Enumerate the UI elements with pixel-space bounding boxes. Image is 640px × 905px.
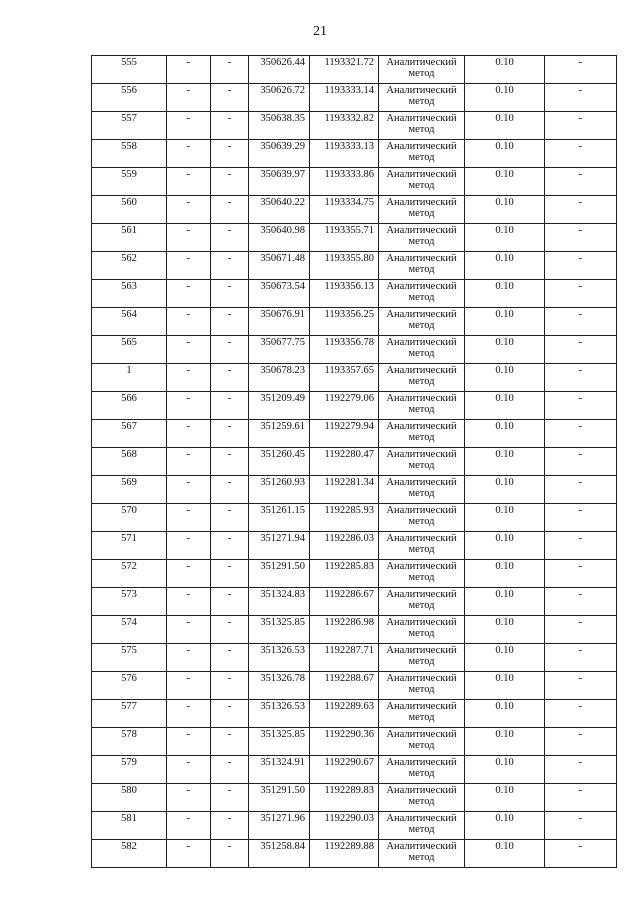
point-number-cell: 582 <box>92 840 167 868</box>
accuracy-cell: 0.10 <box>465 700 545 728</box>
method-cell: Аналитический метод <box>379 784 465 812</box>
table-row <box>92 588 617 616</box>
y-coordinate-cell: 1192290.36 <box>310 728 379 756</box>
accuracy-cell: 0.10 <box>465 476 545 504</box>
y-coordinate-cell: 1192289.63 <box>310 700 379 728</box>
dash-cell: - <box>167 588 211 616</box>
description-cell: - <box>545 140 617 168</box>
point-number-cell: 576 <box>92 672 167 700</box>
dash-cell: - <box>211 700 249 728</box>
method-cell: Аналитический метод <box>379 560 465 588</box>
dash-cell: - <box>167 476 211 504</box>
description-cell: - <box>545 728 617 756</box>
table-row <box>92 420 617 448</box>
dash-cell: - <box>211 364 249 392</box>
table-row <box>92 336 617 364</box>
x-coordinate-cell: 350671.48 <box>249 252 310 280</box>
dash-cell: - <box>167 280 211 308</box>
dash-cell: - <box>211 84 249 112</box>
x-coordinate-cell: 351326.78 <box>249 672 310 700</box>
dash-cell: - <box>167 364 211 392</box>
point-number-cell: 562 <box>92 252 167 280</box>
point-number-cell: 564 <box>92 308 167 336</box>
accuracy-cell: 0.10 <box>465 448 545 476</box>
accuracy-cell: 0.10 <box>465 336 545 364</box>
dash-cell: - <box>211 616 249 644</box>
table-row <box>92 168 617 196</box>
accuracy-cell: 0.10 <box>465 532 545 560</box>
dash-cell: - <box>167 560 211 588</box>
description-cell: - <box>545 252 617 280</box>
point-number-cell: 571 <box>92 532 167 560</box>
x-coordinate-cell: 350676.91 <box>249 308 310 336</box>
x-coordinate-cell: 351326.53 <box>249 700 310 728</box>
description-cell: - <box>545 168 617 196</box>
table-row <box>92 476 617 504</box>
point-number-cell: 580 <box>92 784 167 812</box>
y-coordinate-cell: 1192287.71 <box>310 644 379 672</box>
description-cell: - <box>545 504 617 532</box>
dash-cell: - <box>167 392 211 420</box>
description-cell: - <box>545 840 617 868</box>
y-coordinate-cell: 1193356.13 <box>310 280 379 308</box>
description-cell: - <box>545 616 617 644</box>
description-cell: - <box>545 224 617 252</box>
y-coordinate-cell: 1192286.98 <box>310 616 379 644</box>
dash-cell: - <box>211 504 249 532</box>
y-coordinate-cell: 1192279.06 <box>310 392 379 420</box>
dash-cell: - <box>167 784 211 812</box>
description-cell: - <box>545 672 617 700</box>
description-cell: - <box>545 112 617 140</box>
method-cell: Аналитический метод <box>379 196 465 224</box>
description-cell: - <box>545 196 617 224</box>
dash-cell: - <box>211 112 249 140</box>
y-coordinate-cell: 1192289.88 <box>310 840 379 868</box>
x-coordinate-cell: 351324.91 <box>249 756 310 784</box>
point-number-cell: 560 <box>92 196 167 224</box>
point-number-cell: 563 <box>92 280 167 308</box>
dash-cell: - <box>167 672 211 700</box>
y-coordinate-cell: 1192290.67 <box>310 756 379 784</box>
dash-cell: - <box>167 196 211 224</box>
method-cell: Аналитический метод <box>379 280 465 308</box>
dash-cell: - <box>167 56 211 84</box>
accuracy-cell: 0.10 <box>465 616 545 644</box>
dash-cell: - <box>167 336 211 364</box>
dash-cell: - <box>211 280 249 308</box>
dash-cell: - <box>211 812 249 840</box>
method-cell: Аналитический метод <box>379 252 465 280</box>
dash-cell: - <box>211 532 249 560</box>
method-cell: Аналитический метод <box>379 168 465 196</box>
x-coordinate-cell: 351324.83 <box>249 588 310 616</box>
x-coordinate-cell: 351258.84 <box>249 840 310 868</box>
x-coordinate-cell: 350677.75 <box>249 336 310 364</box>
y-coordinate-cell: 1192281.34 <box>310 476 379 504</box>
table-row <box>92 252 617 280</box>
dash-cell: - <box>167 700 211 728</box>
dash-cell: - <box>211 308 249 336</box>
method-cell: Аналитический метод <box>379 672 465 700</box>
method-cell: Аналитический метод <box>379 392 465 420</box>
y-coordinate-cell: 1193357.65 <box>310 364 379 392</box>
description-cell: - <box>545 392 617 420</box>
point-number-cell: 557 <box>92 112 167 140</box>
dash-cell: - <box>167 224 211 252</box>
dash-cell: - <box>167 84 211 112</box>
table-row <box>92 196 617 224</box>
page-number: 21 <box>313 24 327 39</box>
accuracy-cell: 0.10 <box>465 308 545 336</box>
table-row <box>92 560 617 588</box>
y-coordinate-cell: 1193333.86 <box>310 168 379 196</box>
y-coordinate-cell: 1193356.25 <box>310 308 379 336</box>
dash-cell: - <box>167 840 211 868</box>
dash-cell: - <box>167 168 211 196</box>
description-cell: - <box>545 364 617 392</box>
point-number-cell: 572 <box>92 560 167 588</box>
method-cell: Аналитический метод <box>379 84 465 112</box>
y-coordinate-cell: 1192280.47 <box>310 448 379 476</box>
dash-cell: - <box>167 448 211 476</box>
point-number-cell: 569 <box>92 476 167 504</box>
method-cell: Аналитический метод <box>379 532 465 560</box>
x-coordinate-cell: 351271.96 <box>249 812 310 840</box>
point-number-cell: 581 <box>92 812 167 840</box>
coordinates-table <box>91 55 617 868</box>
method-cell: Аналитический метод <box>379 476 465 504</box>
table-row <box>92 504 617 532</box>
x-coordinate-cell: 351326.53 <box>249 644 310 672</box>
table-row <box>92 392 617 420</box>
description-cell: - <box>545 448 617 476</box>
y-coordinate-cell: 1193355.71 <box>310 224 379 252</box>
point-number-cell: 559 <box>92 168 167 196</box>
y-coordinate-cell: 1192286.03 <box>310 532 379 560</box>
method-cell: Аналитический метод <box>379 504 465 532</box>
y-coordinate-cell: 1193333.14 <box>310 84 379 112</box>
method-cell: Аналитический метод <box>379 112 465 140</box>
dash-cell: - <box>211 336 249 364</box>
accuracy-cell: 0.10 <box>465 112 545 140</box>
method-cell: Аналитический метод <box>379 588 465 616</box>
method-cell: Аналитический метод <box>379 140 465 168</box>
point-number-cell: 558 <box>92 140 167 168</box>
dash-cell: - <box>211 784 249 812</box>
method-cell: Аналитический метод <box>379 364 465 392</box>
method-cell: Аналитический метод <box>379 56 465 84</box>
accuracy-cell: 0.10 <box>465 560 545 588</box>
accuracy-cell: 0.10 <box>465 784 545 812</box>
point-number-cell: 568 <box>92 448 167 476</box>
x-coordinate-cell: 351261.15 <box>249 504 310 532</box>
method-cell: Аналитический метод <box>379 812 465 840</box>
method-cell: Аналитический метод <box>379 224 465 252</box>
dash-cell: - <box>211 392 249 420</box>
accuracy-cell: 0.10 <box>465 644 545 672</box>
dash-cell: - <box>167 112 211 140</box>
dash-cell: - <box>167 252 211 280</box>
method-cell: Аналитический метод <box>379 448 465 476</box>
x-coordinate-cell: 350638.35 <box>249 112 310 140</box>
accuracy-cell: 0.10 <box>465 224 545 252</box>
table-row <box>92 280 617 308</box>
description-cell: - <box>545 756 617 784</box>
x-coordinate-cell: 351271.94 <box>249 532 310 560</box>
table-row <box>92 616 617 644</box>
method-cell: Аналитический метод <box>379 728 465 756</box>
table-row <box>92 812 617 840</box>
point-number-cell: 1 <box>92 364 167 392</box>
x-coordinate-cell: 351260.45 <box>249 448 310 476</box>
accuracy-cell: 0.10 <box>465 420 545 448</box>
accuracy-cell: 0.10 <box>465 392 545 420</box>
accuracy-cell: 0.10 <box>465 364 545 392</box>
description-cell: - <box>545 532 617 560</box>
accuracy-cell: 0.10 <box>465 280 545 308</box>
dash-cell: - <box>167 644 211 672</box>
table-row <box>92 364 617 392</box>
dash-cell: - <box>211 672 249 700</box>
x-coordinate-cell: 350640.22 <box>249 196 310 224</box>
dash-cell: - <box>167 728 211 756</box>
dash-cell: - <box>167 812 211 840</box>
x-coordinate-cell: 350639.29 <box>249 140 310 168</box>
dash-cell: - <box>211 644 249 672</box>
description-cell: - <box>545 588 617 616</box>
dash-cell: - <box>211 756 249 784</box>
y-coordinate-cell: 1193356.78 <box>310 336 379 364</box>
method-cell: Аналитический метод <box>379 420 465 448</box>
method-cell: Аналитический метод <box>379 644 465 672</box>
table-row <box>92 728 617 756</box>
y-coordinate-cell: 1192285.93 <box>310 504 379 532</box>
x-coordinate-cell: 351291.50 <box>249 560 310 588</box>
dash-cell: - <box>211 56 249 84</box>
dash-cell: - <box>211 140 249 168</box>
y-coordinate-cell: 1193332.82 <box>310 112 379 140</box>
dash-cell: - <box>167 308 211 336</box>
accuracy-cell: 0.10 <box>465 168 545 196</box>
table-row <box>92 756 617 784</box>
method-cell: Аналитический метод <box>379 308 465 336</box>
point-number-cell: 556 <box>92 84 167 112</box>
description-cell: - <box>545 700 617 728</box>
point-number-cell: 561 <box>92 224 167 252</box>
method-cell: Аналитический метод <box>379 616 465 644</box>
x-coordinate-cell: 351325.85 <box>249 616 310 644</box>
dash-cell: - <box>211 588 249 616</box>
table-row <box>92 140 617 168</box>
point-number-cell: 579 <box>92 756 167 784</box>
accuracy-cell: 0.10 <box>465 672 545 700</box>
y-coordinate-cell: 1193333.13 <box>310 140 379 168</box>
dash-cell: - <box>211 224 249 252</box>
description-cell: - <box>545 280 617 308</box>
dash-cell: - <box>211 252 249 280</box>
x-coordinate-cell: 350673.54 <box>249 280 310 308</box>
x-coordinate-cell: 351291.50 <box>249 784 310 812</box>
method-cell: Аналитический метод <box>379 700 465 728</box>
x-coordinate-cell: 350640.98 <box>249 224 310 252</box>
accuracy-cell: 0.10 <box>465 140 545 168</box>
accuracy-cell: 0.10 <box>465 756 545 784</box>
y-coordinate-cell: 1192288.67 <box>310 672 379 700</box>
accuracy-cell: 0.10 <box>465 252 545 280</box>
x-coordinate-cell: 351259.61 <box>249 420 310 448</box>
dash-cell: - <box>211 168 249 196</box>
dash-cell: - <box>211 728 249 756</box>
point-number-cell: 577 <box>92 700 167 728</box>
description-cell: - <box>545 56 617 84</box>
description-cell: - <box>545 784 617 812</box>
point-number-cell: 567 <box>92 420 167 448</box>
x-coordinate-cell: 350639.97 <box>249 168 310 196</box>
table-row <box>92 840 617 868</box>
y-coordinate-cell: 1192286.67 <box>310 588 379 616</box>
table-row <box>92 532 617 560</box>
description-cell: - <box>545 812 617 840</box>
y-coordinate-cell: 1192285.83 <box>310 560 379 588</box>
table-row <box>92 224 617 252</box>
accuracy-cell: 0.10 <box>465 588 545 616</box>
table-row <box>92 56 617 84</box>
x-coordinate-cell: 351325.85 <box>249 728 310 756</box>
accuracy-cell: 0.10 <box>465 196 545 224</box>
y-coordinate-cell: 1192289.83 <box>310 784 379 812</box>
method-cell: Аналитический метод <box>379 756 465 784</box>
description-cell: - <box>545 476 617 504</box>
dash-cell: - <box>167 504 211 532</box>
table-row <box>92 448 617 476</box>
x-coordinate-cell: 350626.44 <box>249 56 310 84</box>
x-coordinate-cell: 351260.93 <box>249 476 310 504</box>
dash-cell: - <box>211 196 249 224</box>
point-number-cell: 555 <box>92 56 167 84</box>
y-coordinate-cell: 1192290.03 <box>310 812 379 840</box>
x-coordinate-cell: 350678.23 <box>249 364 310 392</box>
point-number-cell: 566 <box>92 392 167 420</box>
description-cell: - <box>545 420 617 448</box>
point-number-cell: 574 <box>92 616 167 644</box>
dash-cell: - <box>167 140 211 168</box>
dash-cell: - <box>167 616 211 644</box>
dash-cell: - <box>167 756 211 784</box>
point-number-cell: 578 <box>92 728 167 756</box>
table-row <box>92 84 617 112</box>
method-cell: Аналитический метод <box>379 840 465 868</box>
point-number-cell: 565 <box>92 336 167 364</box>
dash-cell: - <box>211 840 249 868</box>
description-cell: - <box>545 644 617 672</box>
point-number-cell: 575 <box>92 644 167 672</box>
accuracy-cell: 0.10 <box>465 840 545 868</box>
point-number-cell: 570 <box>92 504 167 532</box>
accuracy-cell: 0.10 <box>465 56 545 84</box>
accuracy-cell: 0.10 <box>465 728 545 756</box>
description-cell: - <box>545 336 617 364</box>
description-cell: - <box>545 560 617 588</box>
description-cell: - <box>545 308 617 336</box>
accuracy-cell: 0.10 <box>465 812 545 840</box>
dash-cell: - <box>211 476 249 504</box>
point-number-cell: 573 <box>92 588 167 616</box>
dash-cell: - <box>211 560 249 588</box>
dash-cell: - <box>167 420 211 448</box>
table-row <box>92 672 617 700</box>
description-cell: - <box>545 84 617 112</box>
table-row <box>92 308 617 336</box>
y-coordinate-cell: 1193334.75 <box>310 196 379 224</box>
dash-cell: - <box>167 532 211 560</box>
table-row <box>92 700 617 728</box>
table-row <box>92 784 617 812</box>
accuracy-cell: 0.10 <box>465 84 545 112</box>
table-row <box>92 112 617 140</box>
y-coordinate-cell: 1193321.72 <box>310 56 379 84</box>
table-body <box>92 56 617 868</box>
dash-cell: - <box>211 420 249 448</box>
dash-cell: - <box>211 448 249 476</box>
method-cell: Аналитический метод <box>379 336 465 364</box>
y-coordinate-cell: 1193355.80 <box>310 252 379 280</box>
y-coordinate-cell: 1192279.94 <box>310 420 379 448</box>
accuracy-cell: 0.10 <box>465 504 545 532</box>
x-coordinate-cell: 351209.49 <box>249 392 310 420</box>
table-row <box>92 644 617 672</box>
x-coordinate-cell: 350626.72 <box>249 84 310 112</box>
